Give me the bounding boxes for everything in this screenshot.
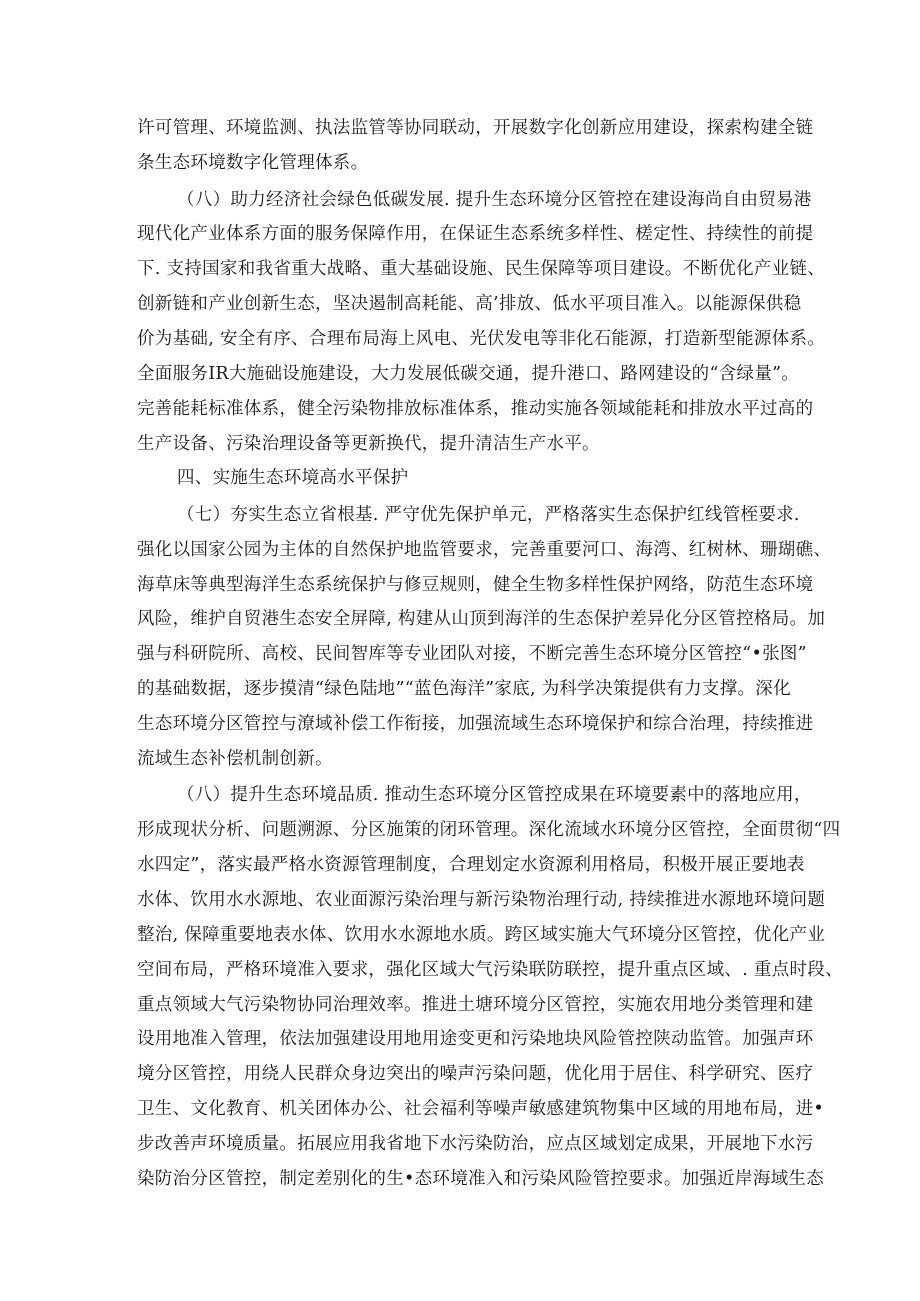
text-line — [0, 916, 920, 954]
line-text: 下. 支持国家和我省重大战略、重大基础设施、民生保障等项目建设。不断优化产业链、 — [137, 259, 826, 279]
text-line — [0, 881, 920, 919]
text-line — [0, 355, 920, 393]
line-text: 水体、饮用水水源地、农业面源污染治理与新污染物治理行动, 持续推进水源地环境问题 — [137, 890, 826, 910]
text-line — [0, 425, 920, 463]
line-text: （八）提升生态环境品质. 推动生态环境分区管控成果在环境要素中的落地应用， — [177, 785, 812, 805]
line-text: 生态环境分区管控与潦域补偿工作衔接，加强流域生态环境保护和综合治理，持续推进 — [137, 714, 814, 734]
text-line — [0, 1020, 920, 1058]
line-text: 强化以国家公园为主体的自然保护地监管要求，完善重要河口、海湾、红树林、珊瑚礁、 — [137, 540, 832, 560]
line-text: 形成现状分析、问题溯源、分区施策的闭环管理。深化流域水环境分区管控，全面贯彻“四 — [137, 820, 841, 840]
line-text: 整治, 保障重要地表水体、饮用水水源地水质。跨区域实施大气环境分区管控，优化产业 — [137, 925, 826, 945]
text-line — [0, 740, 920, 778]
text-line — [0, 1160, 920, 1198]
line-text: 境分区管控，用绕人民群众身边突出的噪声污染问题，优化用于居住、科学研究、医疗 — [137, 1064, 814, 1084]
line-text: 价为基础, 安全有序、合理布局海上风电、光伏发电等非化石能源，打造新型能源体系。 — [137, 329, 826, 349]
line-text: 染防治分区管控，制定差别化的生•态环境准入和污染风险管控要求。加强近岸海域生态 — [137, 1169, 825, 1189]
line-text: 海草床等典型海洋生态系统保护与修豆规则，健全生物多样性保护网络，防范生态环境 — [137, 575, 814, 595]
line-text: 卫生、文化教育、机关团体办公、社会福利等噪声敏感建筑物集中区域的用地布局，进• — [137, 1099, 825, 1119]
line-text: 流域生态补偿机制创新。 — [137, 749, 333, 769]
text-line — [0, 951, 920, 989]
text-line — [0, 109, 920, 147]
line-text: 现代化产业体系方面的服务保障作用，在保证生态系统多样性、槎定性、持续性的前提 — [137, 224, 814, 244]
line-text: 空间布局，严格环境准入要求，强化区域大气污染联防联控，提升重点区域、. 重点时段、 — [137, 960, 843, 980]
line-text: 的基础数据，逐步摸清“绿色陆地”“蓝色海洋”家底, 为科学决策提供有力支撑。深化 — [137, 679, 791, 699]
text-line — [0, 600, 920, 638]
line-text: 条生态环境数字化管理体系。 — [137, 153, 369, 173]
text-line — [0, 566, 920, 604]
text-line — [0, 215, 920, 253]
text-line — [0, 531, 920, 569]
text-line — [0, 776, 920, 814]
text-line — [0, 705, 920, 743]
line-text: 步改善声环境质量。拓展应用我省地下水污染防治，应点区域划定成果，开展地下水污 — [137, 1134, 814, 1154]
line-text: 生产设备、污染治理设备等更新换代，提升清洁生产水平。 — [137, 434, 600, 454]
text-line — [0, 390, 920, 428]
line-text: 风险，维护自贸港生态安全屏障, 构建从山顶到海洋的生态保护差异化分区管控格局。加 — [137, 609, 826, 629]
text-line — [0, 144, 920, 182]
text-line — [0, 1055, 920, 1093]
text-line — [0, 811, 920, 849]
text-line — [0, 670, 920, 708]
text-line — [0, 250, 920, 288]
line-text: 水四定”，落实最严格水资源管理制度，合理划定水资源利用格局，积极开展正要地表 — [137, 855, 805, 875]
text-line — [0, 496, 920, 534]
text-line — [0, 635, 920, 673]
text-line — [0, 1125, 920, 1163]
line-text: 设用地准入管理，依法加强建设用地用途变更和污染地块风险管控陕动监管。加强声环 — [137, 1029, 814, 1049]
section-heading — [0, 459, 920, 497]
heading-text: 四、实施生态环境高水平保护 — [177, 468, 409, 488]
line-text: 重点领域大气污染物协同治理效率。推进土塘环境分区管控，实施农用地分类管理和建 — [137, 995, 814, 1015]
text-line — [0, 846, 920, 884]
text-line — [0, 181, 920, 219]
text-line — [0, 285, 920, 323]
line-text: 强与科研院所、高校、民间智库等专业团队对接，不断完善生态环境分区管控“•张图” — [137, 644, 807, 664]
text-line — [0, 1090, 920, 1128]
line-text: 完善能耗标准体系，健全污染物排放标准体系，推动实施各领域能耗和排放水平过高的 — [137, 399, 814, 419]
text-line — [0, 986, 920, 1024]
text-line — [0, 320, 920, 358]
line-text: 许可管理、环境监测、执法监管等协同联动，开展数字化创新应用建设，探索构建全链 — [137, 118, 814, 138]
line-text: （八）助力经济社会绿色低碳发展. 提升生态环境分区管控在建设海尚自由贸易港 — [177, 190, 812, 210]
line-text: （七）夯实生态立省根基. 严守优先保护单元，严格落实生态保护红线管桎要求. — [177, 505, 800, 525]
line-text: 创新链和产业创新生态，坚决遏制高耗能、高’排放、低水平项目准入。以能源保供稳 — [137, 294, 802, 314]
line-text: 全面服务IR大施础设施建设，大力发展低碳交通，提升港口、路网建设的“含绿量”。 — [137, 364, 800, 384]
